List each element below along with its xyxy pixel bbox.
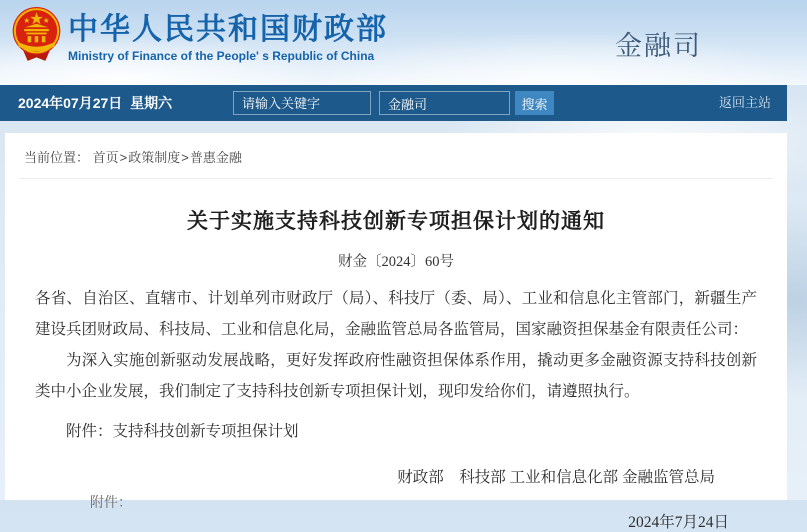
breadcrumb-label: 当前位置： [24,150,90,165]
issuing-departments: 财政部 科技部 工业和信息化部 金融监管总局 [397,469,715,486]
breadcrumb-item-inclusive-finance[interactable]: 普惠金融 [189,150,242,165]
current-date: 2024年07月27日 星期六 [18,95,173,111]
attachment-link-partial[interactable]: 附件： [90,496,132,511]
site-header [0,0,807,85]
breadcrumb-separator: > [119,150,128,165]
document-title: 关于实施支持科技创新专项担保计划的通知 [187,210,605,233]
department-name: 金融司 [615,31,702,61]
content-panel [5,133,787,531]
paragraph-main: 为深入实施创新驱动发展战略，更好发挥政府性融资担保体系作用，撬动更多金融资源支持科技创新类中小企业发展，我们制定了支持科技创新专项担保计划，现印发给你们，请遵照执行。 [35,352,757,400]
document-number: 财金〔2024〕60号 [338,254,454,270]
site-title: 中华人民共和国财政部 [68,13,388,46]
search-bar [233,91,554,115]
national-emblem-icon [10,6,63,68]
breadcrumb-separator: > [181,150,189,165]
site-titles [68,13,388,63]
navbar [0,85,787,121]
search-input[interactable] [233,91,371,115]
search-button[interactable]: 搜索 [515,91,554,115]
document-body [35,283,757,407]
return-main-site-link[interactable]: 返回主站 [718,95,771,110]
article [5,205,787,532]
search-scope-input[interactable] [379,91,510,115]
breadcrumb [19,133,773,179]
issue-date: 2024年7月24日 [628,514,729,531]
breadcrumb-item-home[interactable]: 首页 [92,150,119,165]
paragraph-addressees: 各省、自治区、直辖市、计划单列市财政厅（局）、科技厅（委、局）、工业和信息化主管部门，新疆生产建设兵团财政局、科技局、工业和信息化局，金融监管总局各监管局，国家融资担保基金有限责任公司： [35,290,757,338]
breadcrumb-item-policy[interactable]: 政策制度 [128,150,181,165]
site-subtitle: Ministry of Finance of the People' s Republic of China [68,49,375,63]
attachment-line: 附件：支持科技创新专项担保计划 [66,423,299,440]
